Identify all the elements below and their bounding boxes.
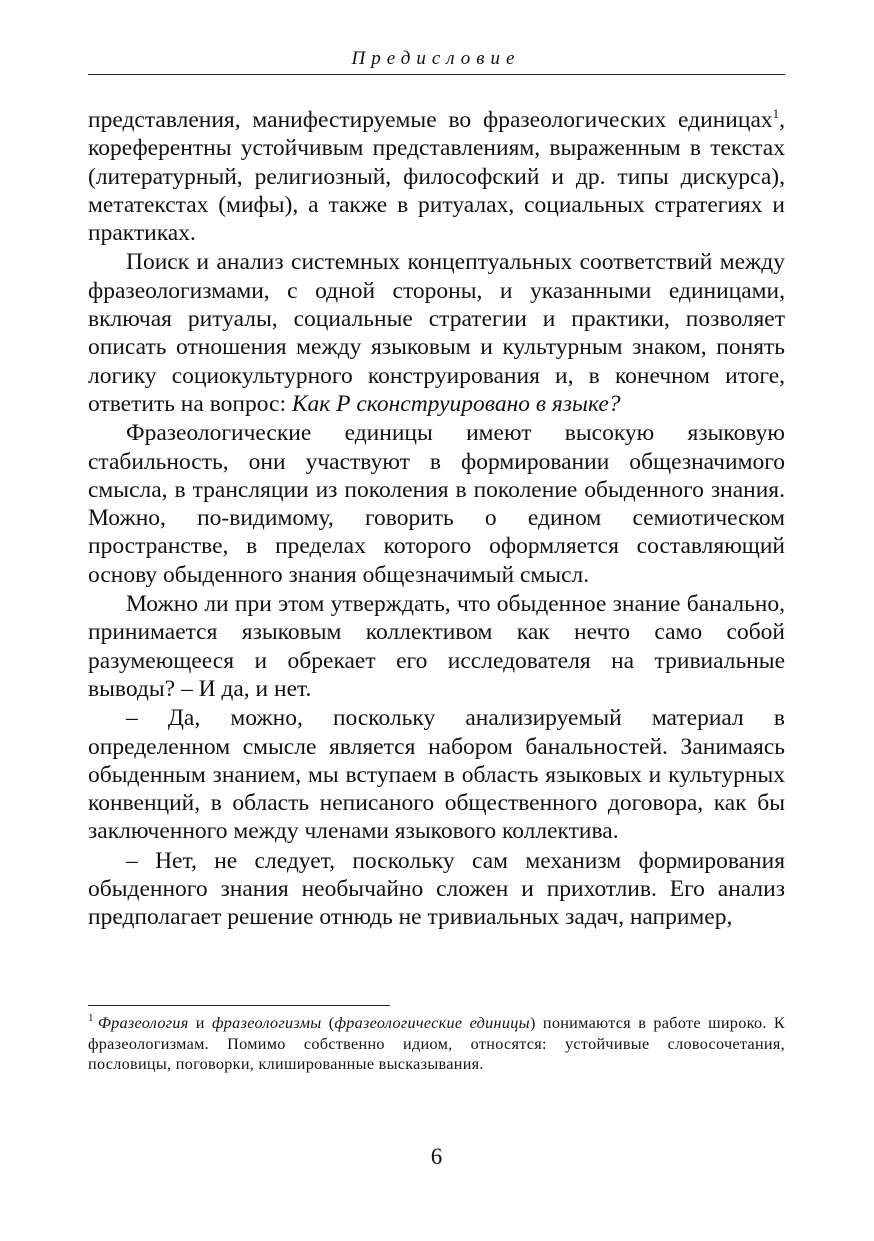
footnote-term-1: Фразеология <box>97 1014 189 1032</box>
paragraph-5: – Да, можно, поскольку анализируемый материал в определенном смысле является набором банальностей. Занимаясь обыденным знанием, мы вступаем в область языковых и культурных конвенций, в область неписаного общественного договора, как бы заключенного между членами языкового коллектива. <box>88 705 785 845</box>
header-rule <box>88 74 785 75</box>
footnote-marker: 1 <box>88 1012 94 1024</box>
paragraph-4: Можно ли при этом утверждать, что обыденное знание банально, принимается языковым коллективом как нечто само собой разумеющееся и обрекает его исследователя на тривиальные выводы? – И да, и нет. <box>88 591 785 702</box>
main-text <box>88 106 785 932</box>
page-number: 6 <box>430 1144 443 1169</box>
footnote-term-2: фразеологизмы <box>212 1014 322 1032</box>
running-head: Предисловие <box>351 48 521 69</box>
paragraph-2-question: Как Р сконструировано в языке? <box>291 390 621 417</box>
paragraph-3: Фразеологические единицы имеют высокую языковую стабильность, они участвуют в формировании общезначимого смысла, в трансляции из поколения в поколение обыденного знания. Можно, по-видимому, говорить о едином семиотическом пространстве, в пределах которого оформляется составляющий основу обыденного знания общезначимый смысл. <box>88 420 785 588</box>
footnote <box>88 1013 785 1075</box>
paragraph-2 <box>88 248 785 418</box>
paragraph-1-text-a: представления, манифестируемые во фразеологических единицах <box>88 107 773 133</box>
paragraph-1-text-b: , кореферентны устойчивым представлениям, выраженным в текстах (литературный, религиозный, философский и др. типы дискурса), метатекстах (мифы), а также в ритуалах, социальных стратегиях и практиках. <box>88 107 785 247</box>
footnote-text: ) понимаются в работе широко. К фразеологизмам. Помимо собственно идиом, относятся: устойчивые словосочетания, пословицы, поговорки, клишированные высказывания. <box>88 1014 785 1073</box>
paragraph-1 <box>88 106 785 247</box>
footnote-reference[interactable]: 1 <box>772 106 780 121</box>
footnote-term-3: фразеологические единицы <box>334 1014 530 1032</box>
paragraph-2-text: Поиск и анализ системных концептуальных соответствий между фразеологизмами, с одной стороны, и указанными единицами, включая ритуалы, социальные стратегии и практики, позволяет описать отношения между языковым и культурным знаком, понять логику социокультурного конструирования и, в конечном итоге, ответить на вопрос: <box>88 249 785 417</box>
footnote-paren: ( <box>321 1014 335 1032</box>
footnote-rule <box>88 1005 390 1006</box>
paragraph-6: – Нет, не следует, поскольку сам механизм формирования обыденного знания необычайно сложен и прихотлив. Его анализ предполагает решение отнюдь не тривиальных задач, например, <box>88 847 785 931</box>
footnote-conjunction: и <box>188 1014 212 1032</box>
